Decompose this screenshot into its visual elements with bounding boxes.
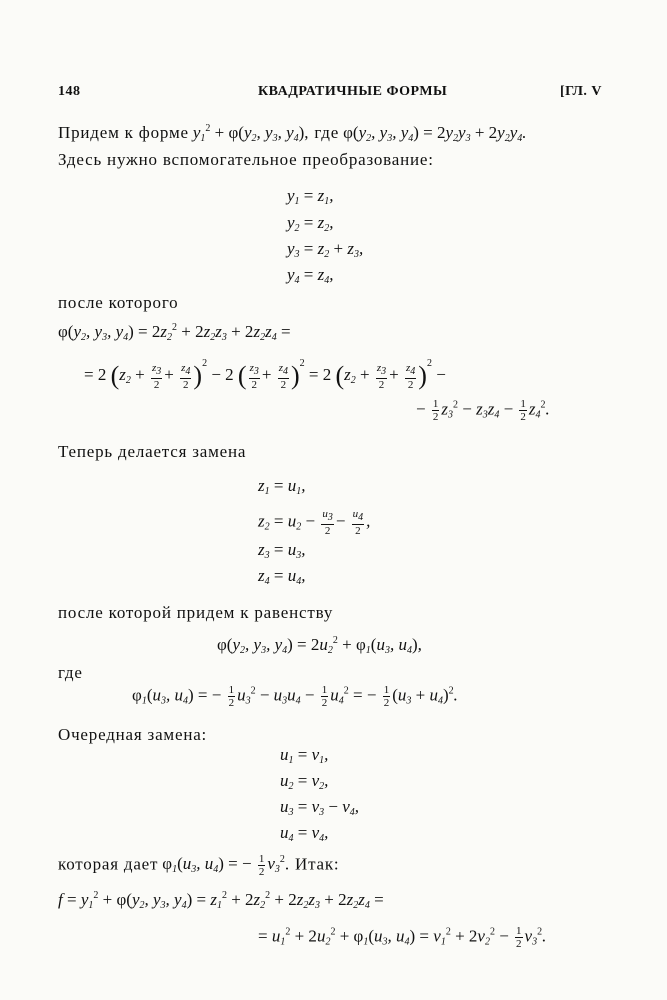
formula-phi-def: $\varphi(y_2$, $y_3$, $y_4) = 2y_2y_3 + 2y_2y_4$. — [343, 123, 527, 144]
paragraph-1 — [58, 123, 527, 144]
eq-phi-expand-1: $\varphi(y_2$, $y_3$, $y_4) = 2z_2^2 + 2z_2z_3 + 2z_2z_4$ = — [58, 322, 291, 343]
eq-z2: $z_2 = u_2$ − $\frac{u_3}{2}$ − $\frac{u_4}{2}$ , — [258, 508, 371, 537]
eq-phi-expand-3: − $\frac{1}{2}$ $z_3^2 - z_3z_4$ − $\frac{1}{2}$ $z_4^2$. — [416, 398, 550, 423]
eq-u2: $u_2 = v_2$, — [280, 771, 329, 792]
eq-y4: $y_4 = z_4$, — [287, 265, 334, 286]
eq-y3: $y_3 = z_2 + z_3$, — [287, 239, 364, 260]
eq-y2: $y_2 = z_2$, — [287, 213, 334, 234]
eq-y1: $y_1 = z_1$, — [287, 186, 334, 207]
eq-phi-reduced: $\varphi(y_2$, $y_3$, $y_4) = 2u_2^2 + \varphi_1(u_3$, $u_4$), — [217, 635, 422, 656]
text-span: . Итак: — [284, 854, 340, 874]
eq-u4: $u_4 = v_4$, — [280, 823, 329, 844]
eq-z3: $z_3 = u_3$, — [258, 540, 306, 561]
eq-u1: $u_1 = v_1$, — [280, 745, 329, 766]
running-title: КВАДРАТИЧНЫЕ ФОРМЫ — [258, 84, 448, 99]
paragraph-3: после которого — [58, 293, 179, 312]
eq-phi-expand-2: = 2 ($z_2$ + $\frac{z_3}{2}$ + $\frac{z_4}{2}$ )$^2$ − 2 ( $\frac{z_3}{2}$ + $\frac{z_4}{2}$ )$^2$ = 2 ($z_2$ + $\frac{z_3}{2}$ + $\frac{z_4}{2}$ )$^2$ − — [84, 358, 446, 391]
eq-final-2: = $u_1^2 + 2u_2^2 + \varphi_1(u_3$, $u_4) = v_1^2 + 2v_2^2$ − $\frac{1}{2}$ $v_3^2$. — [258, 925, 547, 950]
page-number: 148 — [58, 84, 81, 99]
eq-z4: $z_4 = u_4$, — [258, 566, 306, 587]
eq-u3: $u_3 = v_3 - v_4$, — [280, 797, 360, 818]
formula-form: $y_1^2 + \varphi(y_2$, $y_3$, $y_4$) — [192, 123, 305, 144]
paragraph-7: Очередная замена: — [58, 725, 208, 744]
text-span: которая дает — [58, 854, 159, 874]
paragraph-8 — [58, 853, 339, 878]
text-span: Придем к форме — [58, 123, 189, 142]
eq-z1: $z_1 = u_1$, — [258, 476, 306, 497]
chapter-label: [ГЛ. V — [560, 84, 602, 99]
text-span: , где — [304, 123, 340, 142]
paragraph-4: Теперь делается замена — [58, 442, 247, 461]
formula-phi1-result: $\varphi_1(u_3$, $u_4$) = − $\frac{1}{2}$ $v_3^2$ — [162, 853, 285, 878]
paragraph-6: где — [58, 663, 83, 682]
paragraph-5: после которой придем к равенству — [58, 603, 334, 622]
paragraph-2: Здесь нужно вспомогательное преобразование: — [58, 150, 434, 169]
eq-phi1-def: $\varphi_1(u_3$, $u_4$) = − $\frac{1}{2}$ $u_3^2 - u_3u_4$ − $\frac{1}{2}$ $u_4^2$ = − $\frac{1}{2}$ $(u_3 + u_4)^2$. — [132, 684, 458, 709]
eq-final-1: $f = y_1^2 + \varphi(y_2$, $y_3$, $y_4) = z_1^2 + 2z_2^2 + 2z_2z_3 + 2z_2z_4$ = — [58, 890, 384, 911]
